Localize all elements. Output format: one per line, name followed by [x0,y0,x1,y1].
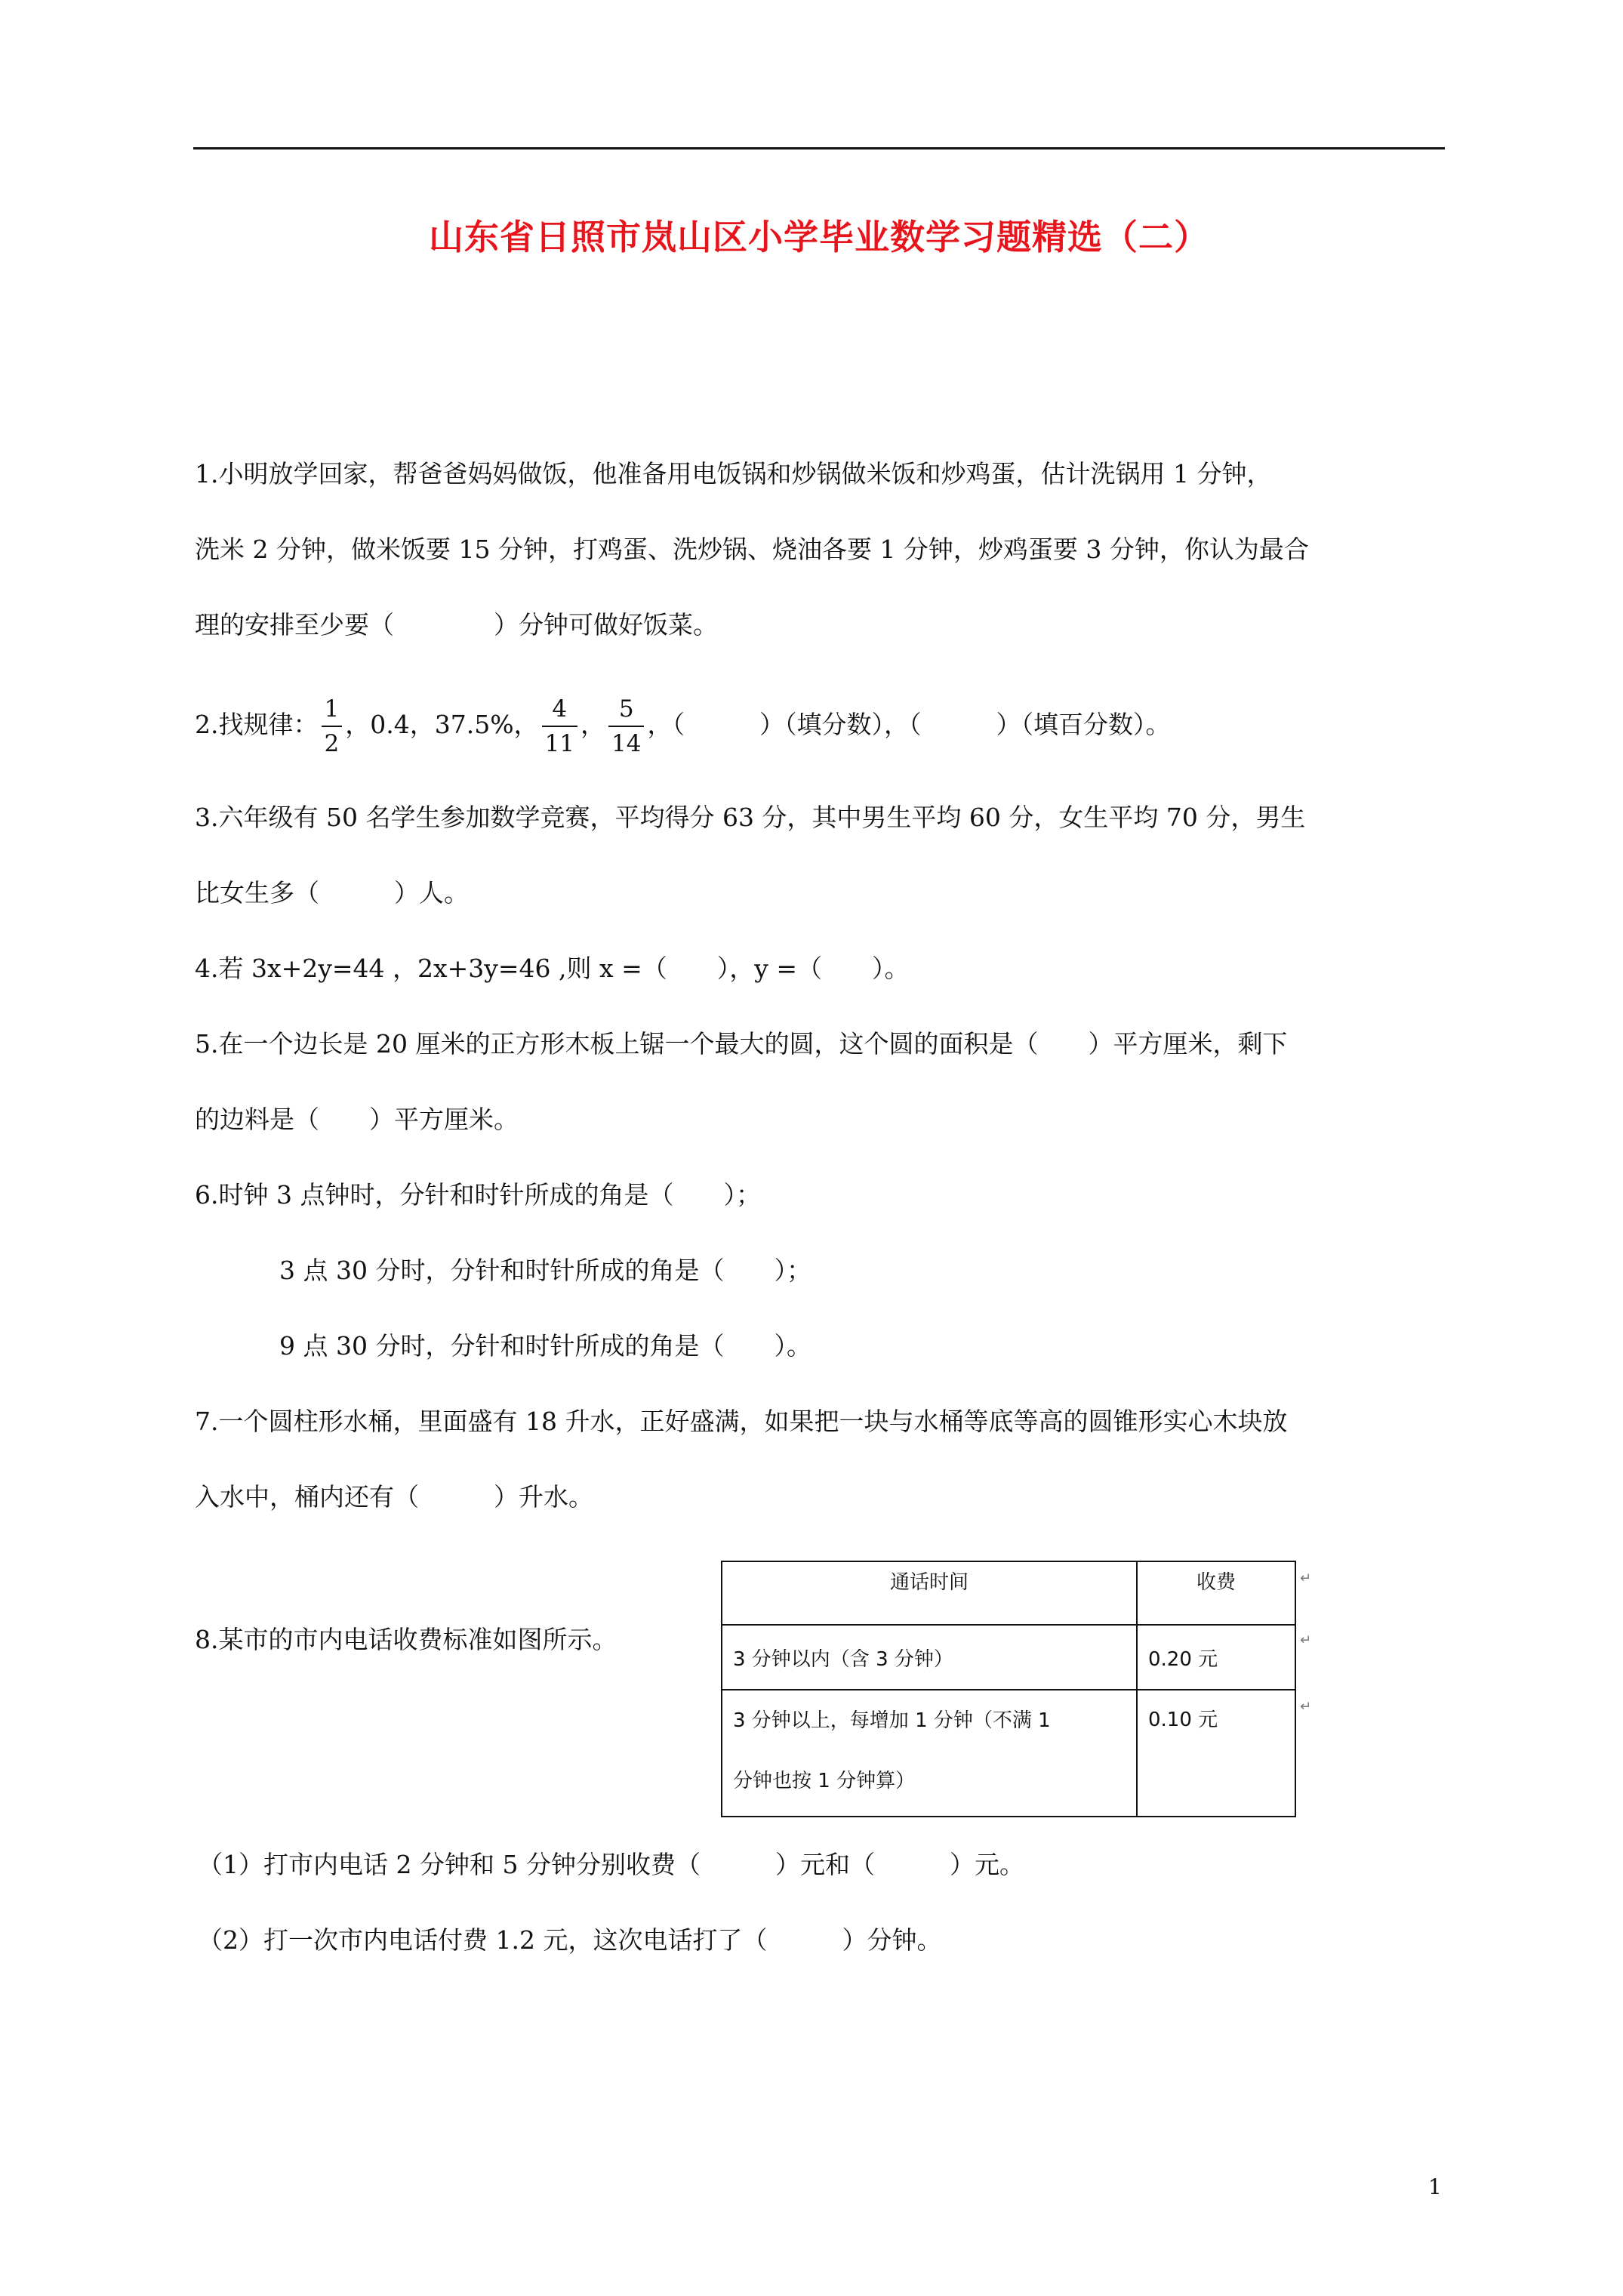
q3-line-1: 3.六年级有 50 名学生参加数学竞赛，平均得分 63 分，其中男生平均 60 分，女生平均 70 分，男生 [195,803,1306,832]
fee-table-header-row [722,1561,1295,1625]
q2-fraction-3-denominator: 14 [611,730,642,757]
page-title: 山东省日照市岚山区小学毕业数学习题精选（二） [429,217,1209,257]
q2-fraction-2-numerator: 4 [542,692,577,727]
fee-table-wrapper [721,1561,1296,1814]
fee-table [721,1561,1296,1817]
header-call-time: 通话时间 [722,1561,1137,1625]
q6-line-1: 6.时钟 3 点钟时，分针和时针所成的角是（ ）； [195,1180,761,1210]
paragraph-mark-icon: ↵ [1300,1632,1312,1648]
q8-sub-question-1: （1）打市内电话 2 分钟和 5 分钟分别收费（ ）元和（ ）元。 [198,1850,1024,1879]
q7-line-1: 7.一个圆柱形水桶，里面盛有 18 升水，正好盛满，如果把一块与水桶等底等高的圆锥形实心木块放 [195,1407,1288,1436]
q5-line-2: 的边料是（ ）平方厘米。 [195,1105,519,1134]
header-rule [193,147,1445,149]
q8-sub-question-2: （2）打一次市内电话付费 1.2 元，这次电话打了（ ）分钟。 [198,1925,942,1955]
q4-line-1: 4.若 3x+2y=44 ，2x+3y=46 ,则 x =（ ），y =（ ）。 [195,954,910,983]
row2-fee: 0.10 元 [1137,1690,1295,1817]
q1-line-2: 洗米 2 分钟，做米饭要 15 分钟，打鸡蛋、洗炒锅、烧油各要 1 分钟，炒鸡蛋要 3 分钟，你认为最合 [195,535,1309,564]
page-number: 1 [1428,2174,1442,2199]
paragraph-mark-icon: ↵ [1300,1699,1312,1715]
q1-line-3: 理的安排至少要（ ）分钟可做好饭菜。 [195,610,718,639]
q8-intro: 8.某市的市内电话收费标准如图所示。 [195,1625,617,1654]
paragraph-mark-icon: ↵ [1300,1570,1312,1586]
q2-suffix: ，（ ）（填分数），（ ）（填百分数）。 [647,710,1171,739]
row2-call-time [722,1690,1137,1817]
q2-fraction-2-denominator: 11 [544,730,575,757]
q2-fraction-3 [608,692,644,760]
fee-table-row [722,1625,1295,1690]
q2-fraction-1 [322,692,343,760]
row2-call-time-line-2: 分钟也按 1 分钟算） [733,1770,916,1792]
q2-fraction-3-numerator: 5 [608,692,644,727]
q2-line [195,689,1170,761]
q2-fraction-1-numerator: 1 [322,692,343,727]
q2-prefix: 2.找规律： [195,710,319,739]
q2-fraction-1-denominator: 2 [324,730,340,757]
q7-line-2: 入水中，桶内还有（ ）升水。 [195,1482,593,1512]
q2-fraction-2 [542,692,577,760]
row1-fee: 0.20 元 [1137,1625,1295,1690]
q6-line-2: 3 点 30 分时，分针和时针所成的角是（ ）； [279,1256,812,1285]
header-fee: 收费 [1137,1561,1295,1625]
q3-line-2: 比女生多（ ）人。 [195,878,469,908]
fee-table-row [722,1690,1295,1817]
q2-middle: ，0.4，37.5%， [345,710,539,739]
q2-separator: ， [581,710,606,739]
row2-call-time-line-1: 3 分钟以上，每增加 1 分钟（不满 1 [733,1709,1051,1732]
q5-line-1: 5.在一个边长是 20 厘米的正方形木板上锯一个最大的圆，这个圆的面积是（ ）平方厘米，剩下 [195,1029,1288,1059]
q6-line-3: 9 点 30 分时，分针和时针所成的角是（ ）。 [279,1331,812,1361]
q1-line-1: 1.小明放学回家，帮爸爸妈妈做饭，他准备用电饭锅和炒锅做米饭和炒鸡蛋，估计洗锅用 1 分钟， [195,459,1272,488]
row1-call-time: 3 分钟以内（含 3 分钟） [722,1625,1137,1690]
